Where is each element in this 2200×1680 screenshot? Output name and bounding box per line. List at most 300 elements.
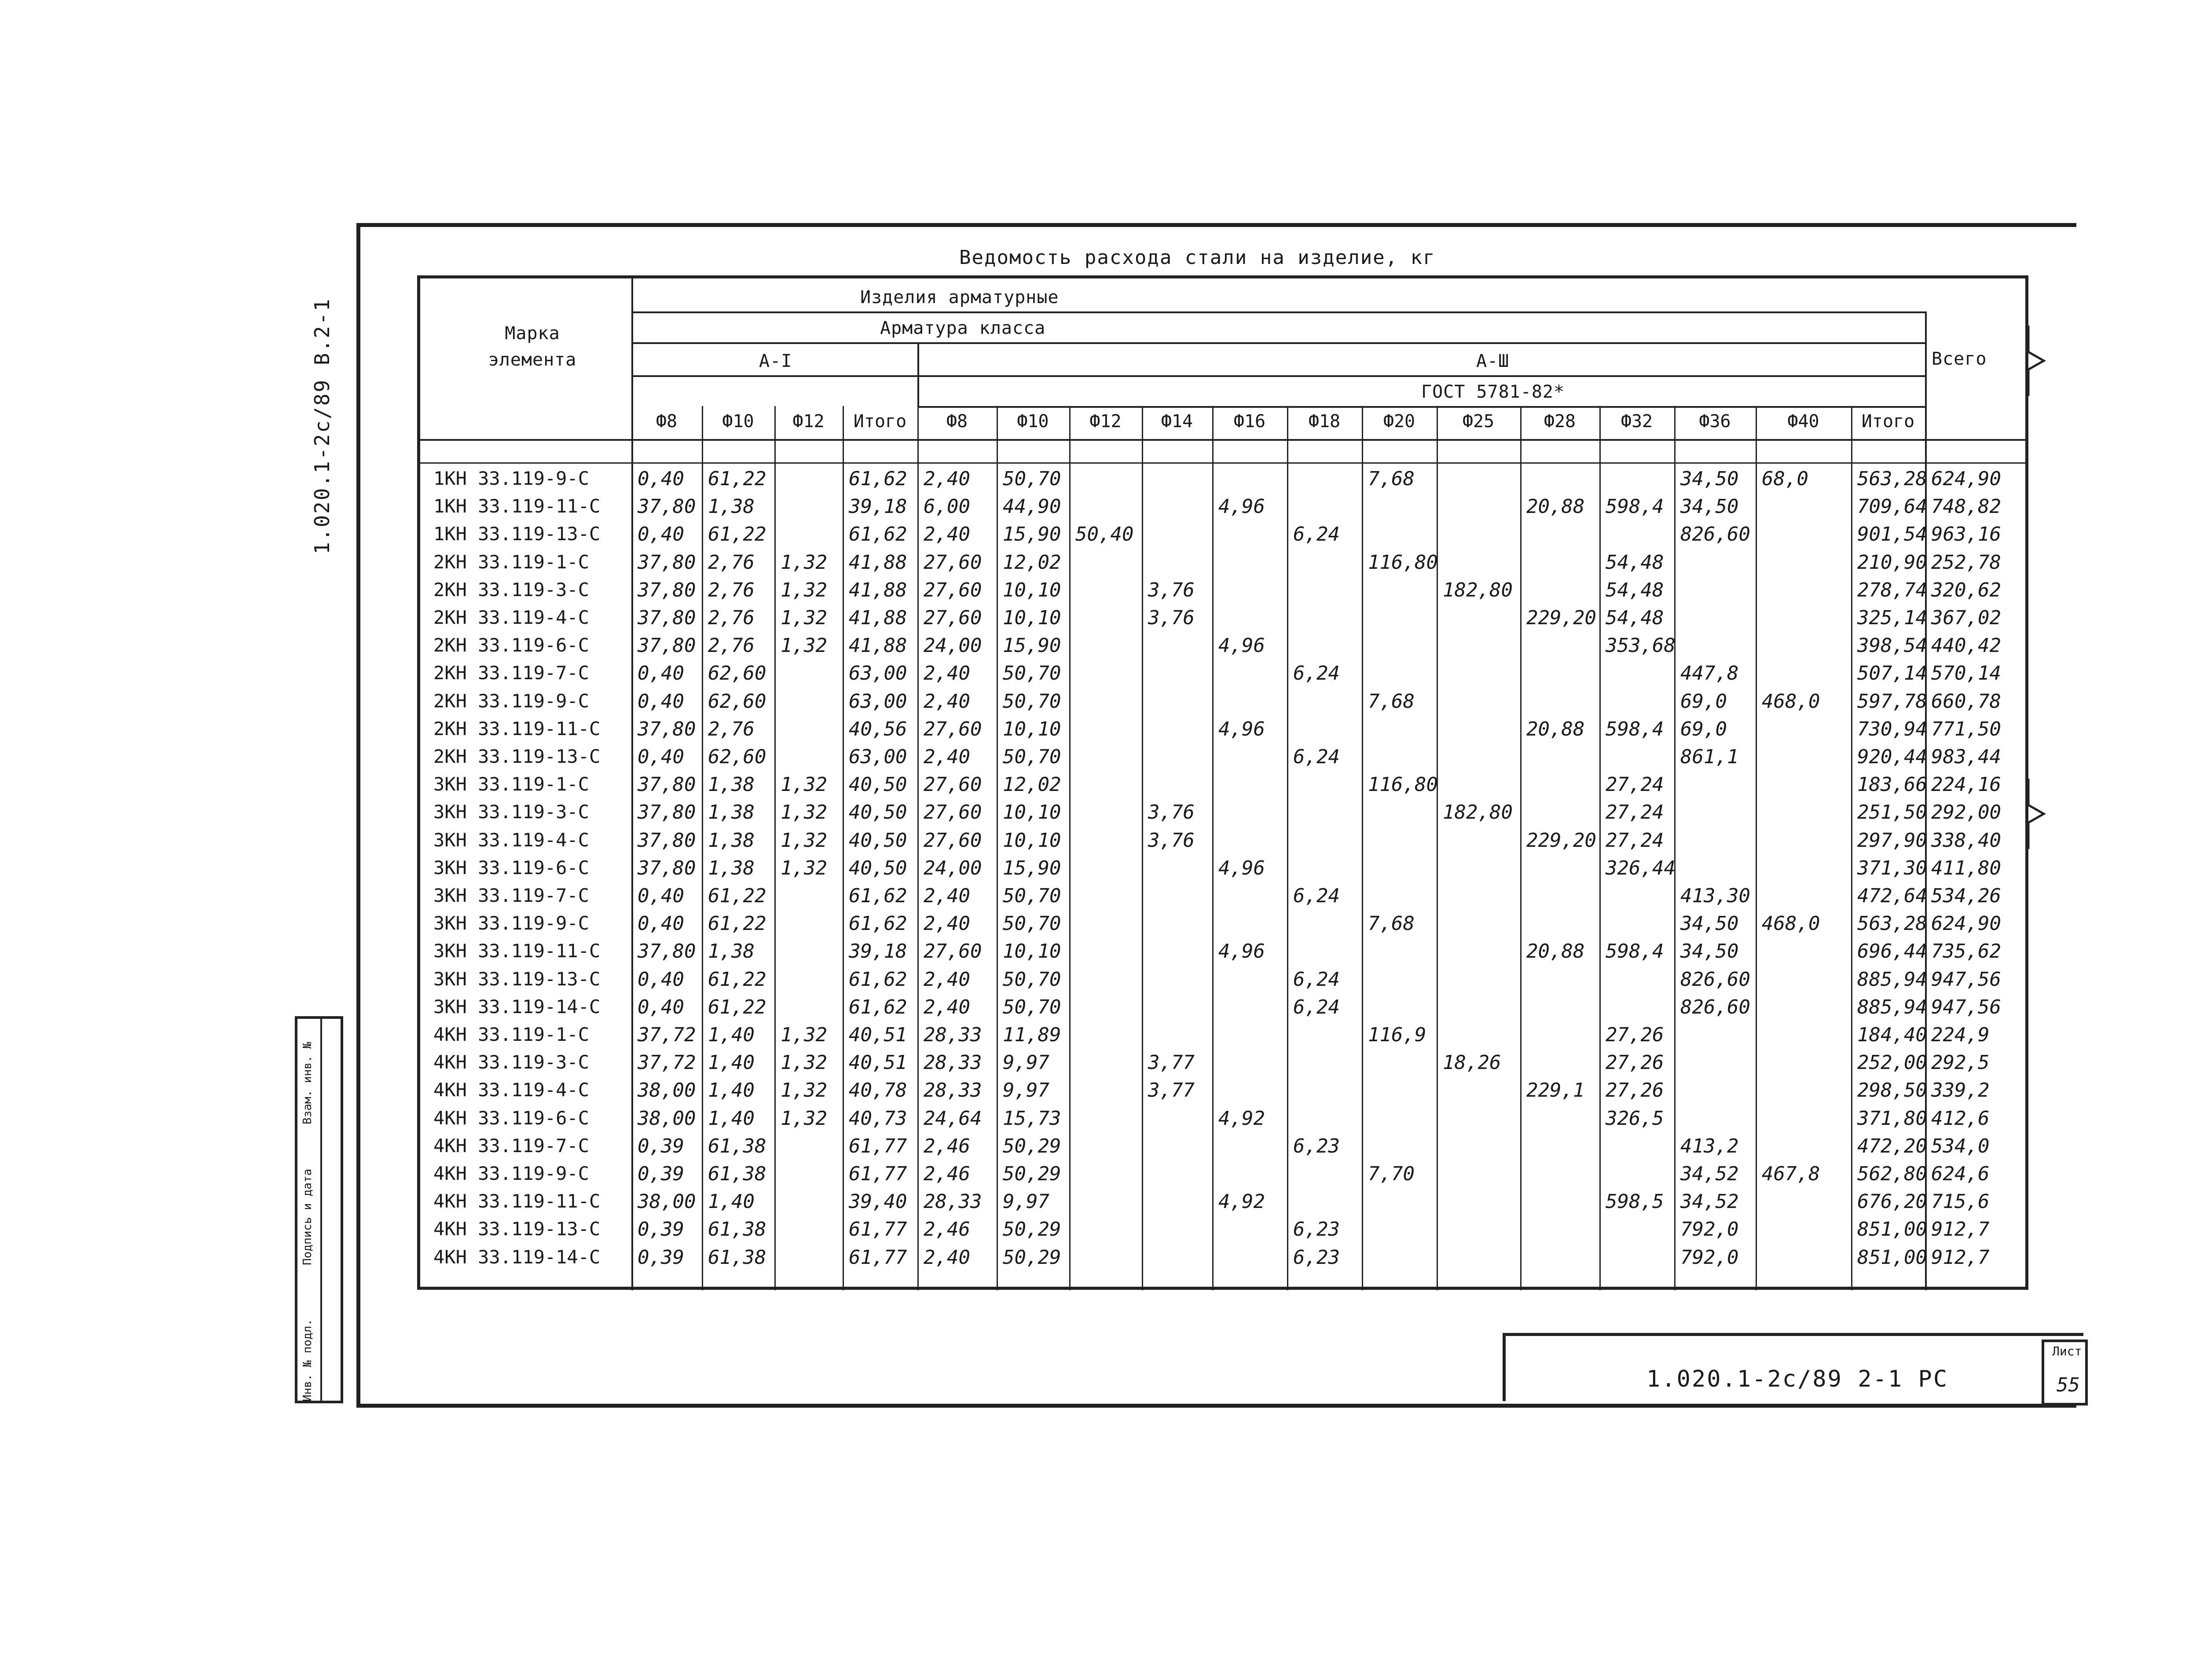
table-cell: 1,40 <box>708 1079 755 1102</box>
table-cell: 210,90 <box>1857 551 1927 574</box>
stamp-divider <box>320 1019 322 1401</box>
table-cell: 4,96 <box>1218 940 1265 963</box>
table-cell: 413,2 <box>1680 1135 1739 1157</box>
table-cell: 15,90 <box>1003 856 1061 879</box>
table-cell: 40,78 <box>849 1079 907 1102</box>
table-cell: 44,90 <box>1003 495 1061 518</box>
table-cell: 398,54 <box>1857 634 1927 657</box>
table-cell: 9,97 <box>1003 1079 1049 1102</box>
table-cell: 297,90 <box>1857 829 1927 852</box>
table-cell: 50,70 <box>1003 662 1061 685</box>
table-cell: 39,18 <box>849 495 907 518</box>
column-rule <box>1674 406 1676 1290</box>
table-cell: 2,76 <box>708 717 755 740</box>
column-header: Ф16 <box>1233 411 1266 432</box>
column-rule <box>1756 406 1757 1290</box>
table-cell: 27,60 <box>924 940 982 963</box>
table-cell: 69,0 <box>1680 717 1727 740</box>
table-cell: 229,20 <box>1526 607 1596 629</box>
table-cell: 598,4 <box>1606 717 1664 740</box>
table-cell: 28,33 <box>924 1190 982 1213</box>
table-cell: 39,40 <box>849 1190 907 1213</box>
table-cell: 851,00 <box>1857 1218 1927 1241</box>
table-cell: 54,48 <box>1606 551 1664 574</box>
table-cell: 50,70 <box>1003 912 1061 935</box>
table-cell: 1,32 <box>781 1051 827 1074</box>
table-cell: 598,5 <box>1606 1190 1664 1213</box>
table-cell: 4,96 <box>1218 634 1265 657</box>
column-rule <box>774 406 776 1290</box>
table-cell: 2,46 <box>924 1218 970 1241</box>
table-cell: 37,80 <box>638 829 696 852</box>
table-cell: 412,6 <box>1931 1107 1990 1130</box>
table-cell: 37,80 <box>638 940 696 963</box>
table-cell: 20,88 <box>1526 940 1585 963</box>
title-block <box>1503 1333 2083 1401</box>
table-cell: 116,80 <box>1368 551 1438 574</box>
row-mark: 3КН 33.119-1-С <box>433 773 590 795</box>
stamp-label-replace: Взам. инв. № <box>301 1042 314 1124</box>
row-mark: 4КН 33.119-7-С <box>433 1135 590 1157</box>
table-cell: 28,33 <box>924 1079 982 1102</box>
row-mark: 4КН 33.119-1-С <box>433 1024 590 1045</box>
table-cell: 34,50 <box>1680 912 1739 935</box>
table-cell: 4,92 <box>1218 1107 1265 1130</box>
sheet-number: 55 <box>2057 1374 2080 1396</box>
column-header: Ф28 <box>1544 411 1576 432</box>
column-rule <box>917 406 919 1290</box>
table-cell: 41,88 <box>849 551 907 574</box>
stamp-label-signature: Подпись и дата <box>301 1168 314 1265</box>
table-cell: 562,80 <box>1857 1163 1927 1185</box>
table-cell: 1,40 <box>708 1051 755 1074</box>
table-cell: 1,40 <box>708 1107 755 1130</box>
table-cell: 6,23 <box>1293 1218 1340 1241</box>
table-cell: 34,50 <box>1680 495 1739 518</box>
table-cell: 54,48 <box>1606 578 1664 601</box>
table-cell: 9,97 <box>1003 1051 1049 1074</box>
table-cell: 24,00 <box>924 856 982 879</box>
table-cell: 748,82 <box>1931 495 2001 518</box>
row-mark: 3КН 33.119-9-С <box>433 912 590 934</box>
row-mark: 3КН 33.119-3-С <box>433 801 590 823</box>
table-cell: 63,00 <box>849 690 907 713</box>
gost-header: ГОСТ 5781-82* <box>1421 382 1565 402</box>
table-cell: 54,48 <box>1606 607 1664 629</box>
table-cell: 1,32 <box>781 1079 827 1102</box>
table-cell: 3,76 <box>1148 578 1195 601</box>
table-cell: 339,2 <box>1931 1079 1990 1102</box>
column-header: Ф32 <box>1621 411 1653 432</box>
table-cell: 2,76 <box>708 551 755 574</box>
table-cell: 9,97 <box>1003 1190 1049 1213</box>
row-mark: 3КН 33.119-6-С <box>433 856 590 878</box>
column-rule <box>1069 406 1071 1290</box>
approval-stamp <box>295 1016 343 1403</box>
table-cell: 4,96 <box>1218 717 1265 740</box>
table-cell: 183,66 <box>1857 773 1927 796</box>
table-cell: 563,28 <box>1857 912 1927 935</box>
column-rule <box>1599 406 1601 1290</box>
table-cell: 472,20 <box>1857 1135 1927 1157</box>
table-cell: 3,77 <box>1148 1051 1195 1074</box>
table-cell: 912,7 <box>1931 1218 1990 1241</box>
row-mark: 2КН 33.119-1-С <box>433 551 590 573</box>
table-cell: 2,76 <box>708 578 755 601</box>
table-cell: 1,38 <box>708 829 755 852</box>
table-cell: 440,42 <box>1931 634 2001 657</box>
header-rule <box>631 342 1925 344</box>
table-cell: 182,80 <box>1443 801 1513 824</box>
table-cell: 229,1 <box>1526 1079 1585 1102</box>
table-cell: 39,18 <box>849 940 907 963</box>
column-header: Ф25 <box>1462 411 1495 432</box>
table-cell: 676,20 <box>1857 1190 1927 1213</box>
table-cell: 6,23 <box>1293 1135 1340 1157</box>
row-mark: 4КН 33.119-6-С <box>433 1107 590 1129</box>
table-cell: 27,60 <box>924 551 982 574</box>
table-cell: 7,68 <box>1368 912 1415 935</box>
table-cell: 6,23 <box>1293 1246 1340 1269</box>
table-cell: 61,22 <box>708 912 766 935</box>
table-cell: 353,68 <box>1606 634 1676 657</box>
table-cell: 3,76 <box>1148 829 1195 852</box>
column-header: Ф8 <box>946 411 968 432</box>
table-cell: 1,32 <box>781 634 827 657</box>
table-cell: 27,60 <box>924 607 982 629</box>
table-cell: 326,5 <box>1606 1107 1664 1130</box>
column-header: Ф10 <box>722 411 754 432</box>
table-cell: 0,39 <box>638 1163 684 1185</box>
table-cell: 2,76 <box>708 634 755 657</box>
table-cell: 2,40 <box>924 690 970 713</box>
row-mark: 2КН 33.119-4-С <box>433 607 590 628</box>
table-cell: 27,24 <box>1606 829 1664 852</box>
table-cell: 826,60 <box>1680 968 1750 991</box>
table-cell: 252,78 <box>1931 551 2001 574</box>
table-cell: 61,22 <box>708 468 766 490</box>
table-cell: 2,40 <box>924 523 970 546</box>
table-cell: 40,51 <box>849 1024 907 1046</box>
table-cell: 947,56 <box>1931 968 2001 991</box>
column-header: Ф36 <box>1699 411 1731 432</box>
row-mark: 4КН 33.119-9-С <box>433 1163 590 1184</box>
table-cell: 40,50 <box>849 773 907 796</box>
table-cell: 224,9 <box>1931 1024 1990 1046</box>
column-rule <box>1851 406 1852 1290</box>
table-cell: 224,16 <box>1931 773 2001 796</box>
column-header: Ф40 <box>1787 411 1819 432</box>
table-cell: 62,60 <box>708 662 766 685</box>
table-cell: 61,77 <box>849 1246 907 1269</box>
column-header: Ф18 <box>1308 411 1341 432</box>
table-cell: 2,40 <box>924 996 970 1018</box>
table-cell: 2,46 <box>924 1163 970 1185</box>
table-cell: 6,24 <box>1293 996 1340 1018</box>
table-cell: 715,6 <box>1931 1190 1990 1213</box>
row-mark: 3КН 33.119-14-С <box>433 996 601 1018</box>
table-cell: 50,40 <box>1075 523 1134 546</box>
table-cell: 24,00 <box>924 634 982 657</box>
column-rule <box>1287 406 1288 1290</box>
table-cell: 229,20 <box>1526 829 1596 852</box>
table-cell: 61,62 <box>849 468 907 490</box>
table-cell: 325,14 <box>1857 607 1927 629</box>
table-cell: 50,29 <box>1003 1246 1061 1269</box>
table-cell: 2,40 <box>924 968 970 991</box>
table-cell: 411,80 <box>1931 856 2001 879</box>
table-cell: 38,00 <box>638 1079 696 1102</box>
row-mark: 2КН 33.119-9-С <box>433 690 590 712</box>
table-cell: 0,39 <box>638 1218 684 1241</box>
header-rule <box>631 311 1925 313</box>
table-cell: 27,24 <box>1606 773 1664 796</box>
table-cell: 50,29 <box>1003 1135 1061 1157</box>
table-cell: 2,40 <box>924 1246 970 1269</box>
table-cell: 15,90 <box>1003 634 1061 657</box>
table-cell: 50,70 <box>1003 690 1061 713</box>
table-cell: 61,62 <box>849 523 907 546</box>
table-cell: 38,00 <box>638 1190 696 1213</box>
table-cell: 920,44 <box>1857 746 1927 768</box>
table-cell: 37,80 <box>638 856 696 879</box>
table-cell: 20,88 <box>1526 495 1585 518</box>
table-cell: 885,94 <box>1857 996 1927 1018</box>
column-header: Ф14 <box>1161 411 1193 432</box>
row-mark: 4КН 33.119-14-С <box>433 1246 601 1268</box>
table-cell: 0,39 <box>638 1246 684 1269</box>
table-cell: 182,80 <box>1443 578 1513 601</box>
table-cell: 34,52 <box>1680 1190 1739 1213</box>
document-title: Ведомость расхода стали на изделие, кг <box>959 246 1436 269</box>
steel-consumption-table <box>417 275 2028 1290</box>
table-cell: 69,0 <box>1680 690 1727 713</box>
table-cell: 50,70 <box>1003 746 1061 768</box>
table-cell: 367,02 <box>1931 607 2001 629</box>
table-cell: 61,77 <box>849 1135 907 1157</box>
column-rule <box>1212 406 1214 1290</box>
table-cell: 28,33 <box>924 1024 982 1046</box>
table-cell: 50,29 <box>1003 1163 1061 1185</box>
row-mark: 3КН 33.119-11-С <box>433 940 601 962</box>
column-header: Ф20 <box>1383 411 1415 432</box>
table-cell: 467,8 <box>1762 1163 1820 1185</box>
table-cell: 50,70 <box>1003 468 1061 490</box>
table-cell: 468,0 <box>1762 912 1820 935</box>
table-cell: 10,10 <box>1003 578 1061 601</box>
table-cell: 2,76 <box>708 607 755 629</box>
column-rule <box>1362 406 1363 1290</box>
table-cell: 413,30 <box>1680 885 1750 907</box>
table-cell: 4,96 <box>1218 495 1265 518</box>
table-cell: 10,10 <box>1003 801 1061 824</box>
table-cell: 61,38 <box>708 1163 766 1185</box>
table-cell: 7,68 <box>1368 690 1415 713</box>
table-cell: 468,0 <box>1762 690 1820 713</box>
table-cell: 730,94 <box>1857 717 1927 740</box>
row-mark: 1КН 33.119-9-С <box>433 468 590 489</box>
table-cell: 912,7 <box>1931 1246 1990 1269</box>
table-cell: 472,64 <box>1857 885 1927 907</box>
table-cell: 50,70 <box>1003 996 1061 1018</box>
column-header: Ф12 <box>792 411 825 432</box>
table-cell: 771,50 <box>1931 717 2001 740</box>
table-cell: 1,32 <box>781 1024 827 1046</box>
table-cell: 6,24 <box>1293 662 1340 685</box>
document-code: 1.020.1-2с/89 2-1 РС <box>1646 1366 1949 1392</box>
table-cell: 0,40 <box>638 885 684 907</box>
table-cell: 0,40 <box>638 690 684 713</box>
table-cell: 61,62 <box>849 912 907 935</box>
column-rule <box>917 342 919 406</box>
table-cell: 0,40 <box>638 912 684 935</box>
data-top-rule <box>420 462 2028 464</box>
total-header: Всего <box>1932 349 1987 369</box>
table-cell: 50,70 <box>1003 968 1061 991</box>
table-cell: 41,88 <box>849 634 907 657</box>
table-cell: 4,96 <box>1218 856 1265 879</box>
table-cell: 792,0 <box>1680 1218 1739 1241</box>
table-cell: 37,80 <box>638 578 696 601</box>
table-cell: 61,22 <box>708 885 766 907</box>
table-cell: 598,4 <box>1606 940 1664 963</box>
table-cell: 1,32 <box>781 607 827 629</box>
table-cell: 338,40 <box>1931 829 2001 852</box>
table-cell: 6,24 <box>1293 885 1340 907</box>
table-cell: 62,60 <box>708 746 766 768</box>
column-header: Итого <box>853 411 907 432</box>
table-cell: 10,10 <box>1003 829 1061 852</box>
table-cell: 12,02 <box>1003 551 1061 574</box>
table-cell: 40,51 <box>849 1051 907 1074</box>
column-rule <box>702 406 703 1290</box>
table-cell: 292,5 <box>1931 1051 1990 1074</box>
break-line-icon <box>2024 326 2050 396</box>
column-rule <box>997 406 998 1290</box>
column-rule <box>843 406 844 1290</box>
table-cell: 534,0 <box>1931 1135 1990 1157</box>
table-cell: 2,40 <box>924 885 970 907</box>
table-cell: 0,40 <box>638 968 684 991</box>
sheet-number-box <box>2042 1340 2088 1405</box>
table-cell: 2,40 <box>924 746 970 768</box>
table-cell: 40,50 <box>849 856 907 879</box>
table-cell: 15,73 <box>1003 1107 1061 1130</box>
table-cell: 27,24 <box>1606 801 1664 824</box>
table-cell: 63,00 <box>849 662 907 685</box>
table-cell: 61,22 <box>708 996 766 1018</box>
table-cell: 61,62 <box>849 885 907 907</box>
class-a1-header: А-I <box>759 351 792 371</box>
class-header: Арматура класса <box>880 318 1046 338</box>
table-cell: 0,40 <box>638 468 684 490</box>
table-cell: 37,80 <box>638 551 696 574</box>
table-cell: 27,60 <box>924 773 982 796</box>
table-cell: 40,50 <box>849 801 907 824</box>
table-cell: 624,90 <box>1931 912 2001 935</box>
table-cell: 61,22 <box>708 968 766 991</box>
table-cell: 27,26 <box>1606 1051 1664 1074</box>
table-cell: 826,60 <box>1680 523 1750 546</box>
table-cell: 983,44 <box>1931 746 2001 768</box>
table-cell: 7,70 <box>1368 1163 1415 1185</box>
table-cell: 2,46 <box>924 1135 970 1157</box>
row-mark: 2КН 33.119-3-С <box>433 578 590 600</box>
table-cell: 1,32 <box>781 856 827 879</box>
table-cell: 1,32 <box>781 773 827 796</box>
table-cell: 885,94 <box>1857 968 1927 991</box>
table-cell: 570,14 <box>1931 662 2001 685</box>
table-cell: 1,32 <box>781 829 827 852</box>
table-cell: 292,00 <box>1931 801 2001 824</box>
table-cell: 27,60 <box>924 578 982 601</box>
table-cell: 50,70 <box>1003 885 1061 907</box>
table-cell: 660,78 <box>1931 690 2001 713</box>
table-cell: 2,40 <box>924 912 970 935</box>
table-cell: 1,40 <box>708 1024 755 1046</box>
table-cell: 447,8 <box>1680 662 1739 685</box>
table-cell: 61,38 <box>708 1135 766 1157</box>
table-cell: 40,50 <box>849 829 907 852</box>
header-bottom-rule <box>420 439 2028 441</box>
table-cell: 4,92 <box>1218 1190 1265 1213</box>
table-cell: 0,40 <box>638 996 684 1018</box>
table-cell: 28,33 <box>924 1051 982 1074</box>
table-cell: 624,90 <box>1931 468 2001 490</box>
column-rule <box>1520 406 1522 1290</box>
column-header: Ф12 <box>1089 411 1122 432</box>
table-cell: 278,74 <box>1857 578 1927 601</box>
table-cell: 1,32 <box>781 801 827 824</box>
table-cell: 27,60 <box>924 717 982 740</box>
table-cell: 116,80 <box>1368 773 1438 796</box>
table-cell: 6,24 <box>1293 746 1340 768</box>
table-cell: 34,52 <box>1680 1163 1739 1185</box>
table-cell: 61,77 <box>849 1163 907 1185</box>
table-cell: 735,62 <box>1931 940 2001 963</box>
table-cell: 326,44 <box>1606 856 1676 879</box>
table-cell: 2,40 <box>924 468 970 490</box>
table-cell: 27,60 <box>924 829 982 852</box>
table-cell: 252,00 <box>1857 1051 1927 1074</box>
table-cell: 38,00 <box>638 1107 696 1130</box>
table-cell: 1,38 <box>708 940 755 963</box>
table-cell: 251,50 <box>1857 801 1927 824</box>
table-cell: 0,40 <box>638 523 684 546</box>
table-cell: 1,40 <box>708 1190 755 1213</box>
table-cell: 1,38 <box>708 856 755 879</box>
break-line-icon <box>2024 779 2050 849</box>
table-cell: 534,26 <box>1931 885 2001 907</box>
table-cell: 37,72 <box>638 1051 696 1074</box>
table-cell: 184,40 <box>1857 1024 1927 1046</box>
table-cell: 298,50 <box>1857 1079 1927 1102</box>
column-rule <box>1142 406 1143 1290</box>
row-mark: 3КН 33.119-7-С <box>433 885 590 906</box>
table-cell: 50,29 <box>1003 1218 1061 1241</box>
table-cell: 947,56 <box>1931 996 2001 1018</box>
table-cell: 0,40 <box>638 746 684 768</box>
table-cell: 3,76 <box>1148 607 1195 629</box>
row-mark: 1КН 33.119-11-С <box>433 495 601 517</box>
table-cell: 61,77 <box>849 1218 907 1241</box>
table-cell: 40,56 <box>849 717 907 740</box>
table-cell: 37,72 <box>638 1024 696 1046</box>
table-cell: 792,0 <box>1680 1246 1739 1269</box>
table-cell: 861,1 <box>1680 746 1739 768</box>
table-cell: 20,88 <box>1526 717 1585 740</box>
table-cell: 1,32 <box>781 578 827 601</box>
